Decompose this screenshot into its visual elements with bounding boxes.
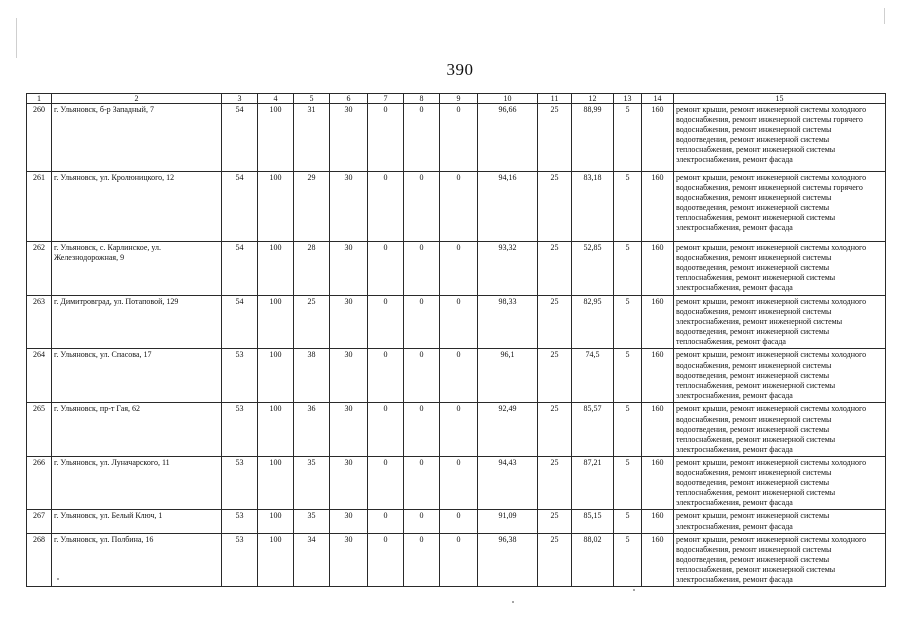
value-col-13: 5: [614, 172, 642, 242]
address: г. Ульяновск, б-р Западный, 7: [52, 104, 222, 172]
value-col-9: 0: [440, 296, 478, 349]
value-col-3: 53: [222, 456, 258, 509]
value-col-4: 100: [258, 533, 294, 586]
column-header: 4: [258, 94, 294, 104]
address: г. Ульяновск, ул. Спасова, 17: [52, 349, 222, 403]
value-col-12: 52,85: [572, 242, 614, 296]
value-col-8: 0: [404, 349, 440, 403]
value-col-9: 0: [440, 456, 478, 509]
value-col-4: 100: [258, 510, 294, 533]
row-number: 261: [27, 172, 52, 242]
value-col-4: 100: [258, 296, 294, 349]
column-header: 5: [294, 94, 330, 104]
works-list: ремонт крыши, ремонт инженерной системы электроснабжения, ремонт фасада: [674, 510, 886, 533]
column-header: 13: [614, 94, 642, 104]
works-list: ремонт крыши, ремонт инженерной системы холодного водоснабжения, ремонт инженерной системы водоотведения, ремонт инженерной системы теплоснабжения, ремонт инженерной системы электроснабжения, ремонт фасада: [674, 242, 886, 296]
column-header: 11: [538, 94, 572, 104]
column-header: 10: [478, 94, 538, 104]
program-table: [26, 93, 886, 587]
value-col-3: 53: [222, 349, 258, 403]
value-col-7: 0: [368, 296, 404, 349]
value-col-9: 0: [440, 104, 478, 172]
value-col-10: 94,16: [478, 172, 538, 242]
value-col-7: 0: [368, 242, 404, 296]
value-col-8: 0: [404, 296, 440, 349]
value-col-12: 83,18: [572, 172, 614, 242]
value-col-5: 28: [294, 242, 330, 296]
value-col-14: 160: [642, 172, 674, 242]
table-row: [27, 172, 886, 242]
value-col-6: 30: [330, 403, 368, 456]
value-col-8: 0: [404, 510, 440, 533]
works-list: ремонт крыши, ремонт инженерной системы холодного водоснабжения, ремонт инженерной системы электроснабжения, ремонт инженерной системы водоотведения, ремонт инженерной системы теплоснабжения, ремонт фасада: [674, 296, 886, 349]
address: г. Ульяновск, ул. Белый Ключ, 1: [52, 510, 222, 533]
value-col-6: 30: [330, 242, 368, 296]
value-col-13: 5: [614, 296, 642, 349]
value-col-3: 54: [222, 296, 258, 349]
value-col-3: 53: [222, 403, 258, 456]
value-col-14: 160: [642, 533, 674, 586]
value-col-7: 0: [368, 172, 404, 242]
value-col-11: 25: [538, 242, 572, 296]
table-row: [27, 349, 886, 403]
value-col-11: 25: [538, 104, 572, 172]
table-row: [27, 533, 886, 586]
table-row: [27, 296, 886, 349]
value-col-11: 25: [538, 403, 572, 456]
address: г. Ульяновск, пр-т Гая, 62: [52, 403, 222, 456]
column-header: 9: [440, 94, 478, 104]
column-header: 1: [27, 94, 52, 104]
value-col-3: 54: [222, 242, 258, 296]
row-number: 266: [27, 456, 52, 509]
column-header: 15: [674, 94, 886, 104]
value-col-7: 0: [368, 456, 404, 509]
value-col-4: 100: [258, 242, 294, 296]
value-col-11: 25: [538, 533, 572, 586]
works-list: ремонт крыши, ремонт инженерной системы холодного водоснабжения, ремонт инженерной системы водоотведения, ремонт инженерной системы теплоснабжения, ремонт инженерной системы электроснабжения, ремонт фасада: [674, 349, 886, 403]
address: г. Ульяновск, ул. Луначарского, 11: [52, 456, 222, 509]
column-header: 12: [572, 94, 614, 104]
works-list: ремонт крыши, ремонт инженерной системы холодного водоснабжения, ремонт инженерной системы горячего водоснабжения, ремонт инженерной системы водоотведения, ремонт инженерной системы теплоснабжения, ремонт инженерной системы электроснабжения, ремонт фасада: [674, 172, 886, 242]
value-col-14: 160: [642, 349, 674, 403]
value-col-11: 25: [538, 172, 572, 242]
works-list: ремонт крыши, ремонт инженерной системы холодного водоснабжения, ремонт инженерной системы водоотведения, ремонт инженерной системы теплоснабжения, ремонт инженерной системы электроснабжения, ремонт фасада: [674, 456, 886, 509]
value-col-8: 0: [404, 104, 440, 172]
table-row: [27, 104, 886, 172]
value-col-9: 0: [440, 349, 478, 403]
value-col-11: 25: [538, 456, 572, 509]
value-col-12: 74,5: [572, 349, 614, 403]
row-number: 267: [27, 510, 52, 533]
row-number: 262: [27, 242, 52, 296]
value-col-7: 0: [368, 349, 404, 403]
value-col-11: 25: [538, 349, 572, 403]
scan-speck: [512, 601, 514, 603]
value-col-14: 160: [642, 242, 674, 296]
row-number: 263: [27, 296, 52, 349]
value-col-13: 5: [614, 456, 642, 509]
value-col-8: 0: [404, 456, 440, 509]
address: г. Димитровград, ул. Потаповой, 129: [52, 296, 222, 349]
value-col-14: 160: [642, 456, 674, 509]
value-col-5: 35: [294, 456, 330, 509]
value-col-12: 85,57: [572, 403, 614, 456]
value-col-3: 53: [222, 533, 258, 586]
value-col-13: 5: [614, 510, 642, 533]
column-header: 14: [642, 94, 674, 104]
value-col-13: 5: [614, 403, 642, 456]
address: г. Ульяновск, ул. Полбина, 16: [52, 533, 222, 586]
value-col-10: 96,66: [478, 104, 538, 172]
value-col-10: 92,49: [478, 403, 538, 456]
value-col-9: 0: [440, 403, 478, 456]
value-col-9: 0: [440, 510, 478, 533]
row-number: 264: [27, 349, 52, 403]
value-col-3: 54: [222, 104, 258, 172]
value-col-9: 0: [440, 172, 478, 242]
table-row: [27, 242, 886, 296]
value-col-13: 5: [614, 242, 642, 296]
value-col-10: 96,1: [478, 349, 538, 403]
value-col-6: 30: [330, 510, 368, 533]
value-col-5: 31: [294, 104, 330, 172]
value-col-5: 29: [294, 172, 330, 242]
value-col-9: 0: [440, 242, 478, 296]
address: г. Ульяновск, с. Карлинское, ул. Железнодорожная, 9: [52, 242, 222, 296]
value-col-5: 36: [294, 403, 330, 456]
works-list: ремонт крыши, ремонт инженерной системы холодного водоснабжения, ремонт инженерной системы горячего водоснабжения, ремонт инженерной системы водоотведения, ремонт инженерной системы теплоснабжения, ремонт инженерной системы электроснабжения, ремонт фасада: [674, 104, 886, 172]
value-col-5: 38: [294, 349, 330, 403]
column-header: 3: [222, 94, 258, 104]
value-col-14: 160: [642, 403, 674, 456]
column-header: 6: [330, 94, 368, 104]
value-col-7: 0: [368, 104, 404, 172]
value-col-6: 30: [330, 349, 368, 403]
value-col-6: 30: [330, 533, 368, 586]
page-number: 390: [446, 60, 474, 79]
value-col-6: 30: [330, 296, 368, 349]
value-col-10: 94,43: [478, 456, 538, 509]
value-col-8: 0: [404, 242, 440, 296]
table-row: [27, 456, 886, 509]
table-row: [27, 403, 886, 456]
value-col-13: 5: [614, 533, 642, 586]
scan-edge-line: [16, 18, 17, 58]
value-col-3: 53: [222, 510, 258, 533]
value-col-8: 0: [404, 172, 440, 242]
value-col-12: 88,02: [572, 533, 614, 586]
row-number: 260: [27, 104, 52, 172]
value-col-4: 100: [258, 456, 294, 509]
scan-speck: [633, 589, 635, 591]
value-col-7: 0: [368, 533, 404, 586]
value-col-13: 5: [614, 104, 642, 172]
value-col-11: 25: [538, 296, 572, 349]
column-header: 7: [368, 94, 404, 104]
value-col-12: 88,99: [572, 104, 614, 172]
value-col-9: 0: [440, 533, 478, 586]
value-col-7: 0: [368, 510, 404, 533]
scan-edge-tick: [884, 8, 885, 24]
works-list: ремонт крыши, ремонт инженерной системы холодного водоснабжения, ремонт инженерной системы водоотведения, ремонт инженерной системы теплоснабжения, ремонт инженерной системы электроснабжения, ремонт фасада: [674, 403, 886, 456]
value-col-6: 30: [330, 456, 368, 509]
value-col-8: 0: [404, 403, 440, 456]
value-col-13: 5: [614, 349, 642, 403]
value-col-5: 34: [294, 533, 330, 586]
scan-speck: [57, 578, 59, 580]
table-row: [27, 510, 886, 533]
value-col-10: 98,33: [478, 296, 538, 349]
row-number: 265: [27, 403, 52, 456]
value-col-3: 54: [222, 172, 258, 242]
row-number: 268: [27, 533, 52, 586]
value-col-14: 160: [642, 296, 674, 349]
value-col-10: 91,09: [478, 510, 538, 533]
value-col-11: 25: [538, 510, 572, 533]
value-col-8: 0: [404, 533, 440, 586]
value-col-5: 25: [294, 296, 330, 349]
value-col-6: 30: [330, 104, 368, 172]
value-col-12: 87,21: [572, 456, 614, 509]
value-col-14: 160: [642, 510, 674, 533]
value-col-10: 96,38: [478, 533, 538, 586]
value-col-12: 82,95: [572, 296, 614, 349]
column-header: 8: [404, 94, 440, 104]
value-col-14: 160: [642, 104, 674, 172]
header-row: [27, 94, 886, 104]
value-col-6: 30: [330, 172, 368, 242]
value-col-4: 100: [258, 403, 294, 456]
value-col-5: 35: [294, 510, 330, 533]
value-col-10: 93,32: [478, 242, 538, 296]
value-col-4: 100: [258, 172, 294, 242]
value-col-4: 100: [258, 349, 294, 403]
column-header: 2: [52, 94, 222, 104]
value-col-12: 85,15: [572, 510, 614, 533]
address: г. Ульяновск, ул. Кролюницкого, 12: [52, 172, 222, 242]
value-col-4: 100: [258, 104, 294, 172]
value-col-7: 0: [368, 403, 404, 456]
works-list: ремонт крыши, ремонт инженерной системы холодного водоснабжения, ремонт инженерной системы водоотведения, ремонт инженерной системы теплоснабжения, ремонт инженерной системы электроснабжения, ремонт фасада: [674, 533, 886, 586]
